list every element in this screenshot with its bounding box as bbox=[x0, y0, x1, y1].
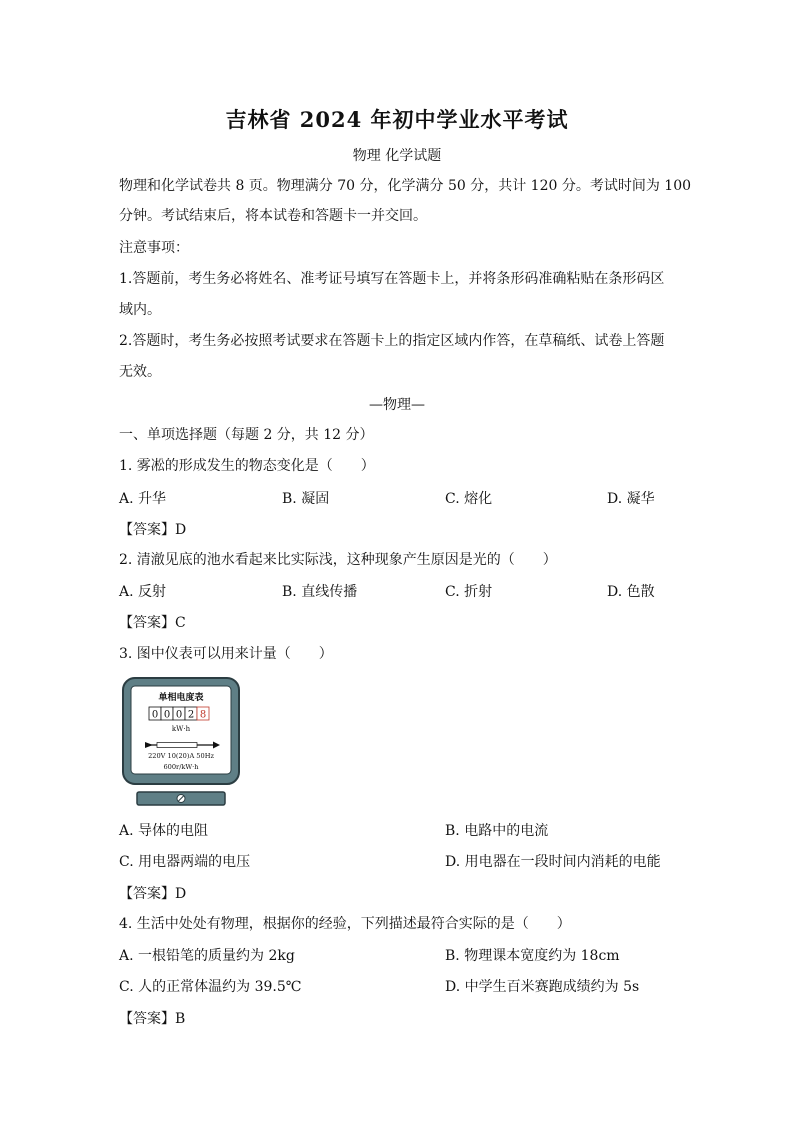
intro-line-2: 分钟。考试结束后，将本试卷和答题卡一并交回。 bbox=[119, 208, 427, 224]
question-4-option-a: A. 一根铅笔的质量约为 2kg bbox=[119, 948, 295, 964]
question-3-stem: 3. 图中仪表可以用来计量（ ） bbox=[119, 646, 333, 662]
question-2-stem: 2. 清澈见底的池水看起来比实际浅，这种现象产生原因是光的（ ） bbox=[119, 552, 557, 568]
terminal-screw-icon bbox=[177, 795, 185, 803]
notice-item-2-line-2: 无效。 bbox=[119, 364, 161, 380]
question-4-stem: 4. 生活中处处有物理，根据你的经验，下列描述最符合实际的是（ ） bbox=[119, 916, 571, 932]
question-2-option-b: B. 直线传播 bbox=[282, 584, 358, 600]
notice-item-1-line-2: 域内。 bbox=[119, 302, 161, 318]
question-1-option-a: A. 升华 bbox=[119, 491, 167, 507]
question-4-answer: 【答案】B bbox=[119, 1011, 186, 1027]
meter-digit-2: 0 bbox=[163, 709, 171, 721]
question-3-answer: 【答案】D bbox=[119, 886, 187, 902]
question-4-option-b: B. 物理课本宽度约为 18cm bbox=[445, 948, 620, 964]
question-1-stem: 1. 雾凇的形成发生的物态变化是（ ） bbox=[119, 458, 375, 474]
question-3-option-d: D. 用电器在一段时间内消耗的电能 bbox=[445, 854, 661, 870]
section-label: —物理— bbox=[369, 397, 425, 413]
part-heading: 一、单项选择题（每题 2 分，共 12 分） bbox=[119, 427, 374, 443]
notice-item-1-line-1: 1.答题前，考生务必将姓名、准考证号填写在答题卡上，并将条形码准确粘贴在条形码区 bbox=[119, 271, 665, 287]
question-1-option-b: B. 凝固 bbox=[282, 491, 330, 507]
meter-digit-5: 8 bbox=[199, 709, 207, 721]
question-1-option-c: C. 熔化 bbox=[445, 491, 493, 507]
notice-heading: 注意事项： bbox=[119, 240, 189, 256]
question-2-option-d: D. 色散 bbox=[607, 584, 655, 600]
intro-line-1: 物理和化学试卷共 8 页。物理满分 70 分，化学满分 50 分，共计 120 分。考试时间为 100 bbox=[119, 178, 692, 194]
question-4-option-d: D. 中学生百米赛跑成绩约为 5s bbox=[445, 979, 640, 995]
notice-item-2-line-1: 2.答题时，考生务必按照考试要求在答题卡上的指定区域内作答，在草稿纸、试卷上答题 bbox=[119, 333, 665, 349]
question-1-answer: 【答案】D bbox=[119, 522, 187, 538]
page-title: 吉林省 2024 年初中学业水平考试 bbox=[225, 107, 569, 132]
meter-label: 单相电度表 bbox=[158, 693, 204, 703]
question-2-option-a: A. 反射 bbox=[119, 584, 167, 600]
meter-digit-4: 2 bbox=[187, 709, 195, 721]
meter-rating: 220V 10(20)A 50Hz bbox=[148, 752, 214, 760]
meter-digit-3: 0 bbox=[175, 709, 183, 721]
question-3-option-a: A. 导体的电阻 bbox=[119, 823, 209, 839]
electric-meter-figure bbox=[121, 676, 241, 808]
question-2-answer: 【答案】C bbox=[119, 615, 186, 631]
page-subtitle: 物理 化学试题 bbox=[352, 148, 442, 164]
meter-unit: kW·h bbox=[171, 725, 191, 733]
question-3-option-c: C. 用电器两端的电压 bbox=[119, 854, 251, 870]
meter-digit-1: 0 bbox=[151, 709, 159, 721]
question-2-option-c: C. 折射 bbox=[445, 584, 493, 600]
question-3-option-b: B. 电路中的电流 bbox=[445, 823, 549, 839]
question-4-option-c: C. 人的正常体温约为 39.5℃ bbox=[119, 979, 302, 995]
question-1-option-d: D. 凝华 bbox=[607, 491, 655, 507]
meter-constant: 600r/kW·h bbox=[163, 763, 199, 771]
